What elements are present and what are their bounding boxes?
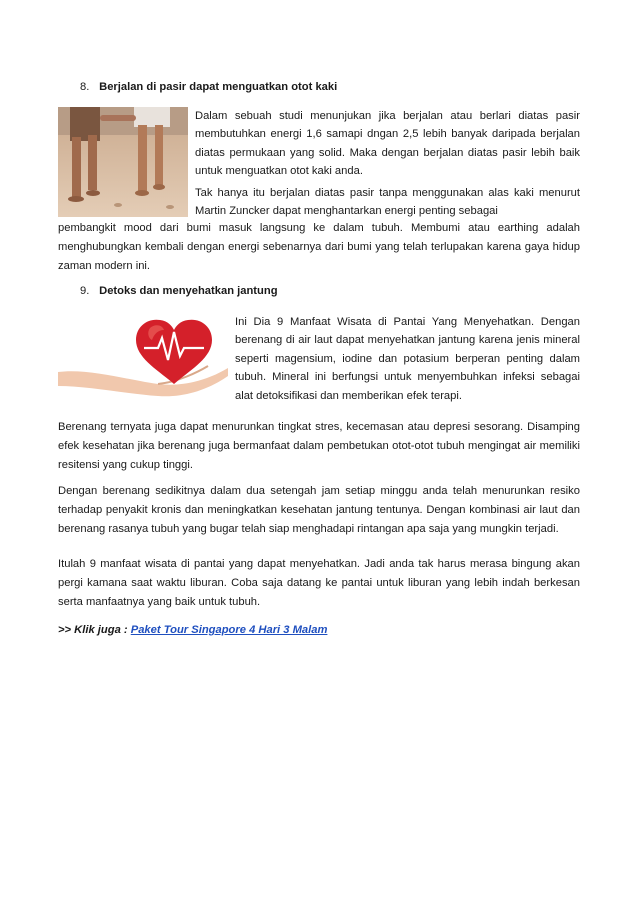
section-8-paragraph-2-full: pembangkit mood dari bumi masuk langsung ke dalam tubuh. Membumi atau earthing adalah menghubungkan kembali dengan energi sebenarnya dari bumi yang telah terlupakan karena gaya hidup zaman modern ini.	[58, 222, 580, 272]
beach-walk-photo	[58, 107, 188, 217]
section-9-paragraph-1: Ini Dia 9 Manfaat Wisata di Pantai Yang Menyehatkan. Dengan berenang di air laut dapat menyehatkan jantung karena jenis mineral seperti magensium, iodine dan potasium berperan penting dalam tubuh. Mineral ini berfungsi untuk menyembuhkan infeksi sebagai alat detoksifikasi dan memberikan efek terapi.	[235, 316, 580, 402]
paket-tour-link[interactable]: Paket Tour Singapore 4 Hari 3 Malam	[130, 624, 328, 636]
section-8-paragraph-1: Dalam sebuah studi menunjukan jika berjalan atau berlari diatas pasir membutuhkan energi 1,6 samapi dngan 2,5 lebih banyak daripada berjalan diatas permukaan yang solid. Maka dengan berjalan diatas pasir lebih baik untuk menguatkan otot kaki anda.	[195, 110, 580, 178]
heart-hand-photo	[58, 310, 228, 400]
section-8-number: 8.	[80, 81, 90, 93]
section-9-number: 9.	[80, 285, 90, 297]
section-8-paragraph-2-side: Tak hanya itu berjalan diatas pasir tanpa menggunakan alas kaki menurut Martin Zuncker dapat menghantarkan energi penting sebagai	[195, 187, 580, 218]
paragraph-1: Berenang ternyata juga dapat menurunkan tingkat stres, kecemasan atau depresi sesorang. Disamping efek kesehatan jika berenang juga bermanfaat dalam pembetukan otot-otot tubuh mengingat air memiliki resitensi yang cukup tinggi.	[58, 421, 580, 471]
paragraph-2: Dengan berenang sedikitnya dalam dua setengah jam setiap minggu anda telah menurunkan resiko terhadap penyakit kronis dan meningkatkan kesehatan jantung tentunya. Dengan kombinasi air laut dan berenang rasanya tubuh yang bugar telah siap menghadapi rintangan apa saja yang mungkin terjadi.	[58, 485, 580, 535]
paragraph-3: Itulah 9 manfaat wisata di pantai yang dapat menyehatkan. Jadi anda tak harus merasa bingung akan pergi kamana saat waktu liburan. Coba saja datang ke pantai untuk liburan yang lebih indah berkesan serta manfaatnya yang baik untuk tubuh.	[58, 558, 580, 608]
heart-hand-illustration	[58, 310, 228, 400]
section-9-heading	[80, 282, 278, 301]
klik-juga-line	[58, 621, 327, 640]
klik-juga-prefix: >> Klik juga :	[58, 624, 131, 636]
section-9-title: Detoks dan menyehatkan jantung	[99, 285, 278, 297]
section-8-title: Berjalan di pasir dapat menguatkan otot kaki	[99, 81, 338, 93]
beach-walk-illustration	[58, 107, 188, 217]
section-8-heading	[80, 78, 337, 97]
